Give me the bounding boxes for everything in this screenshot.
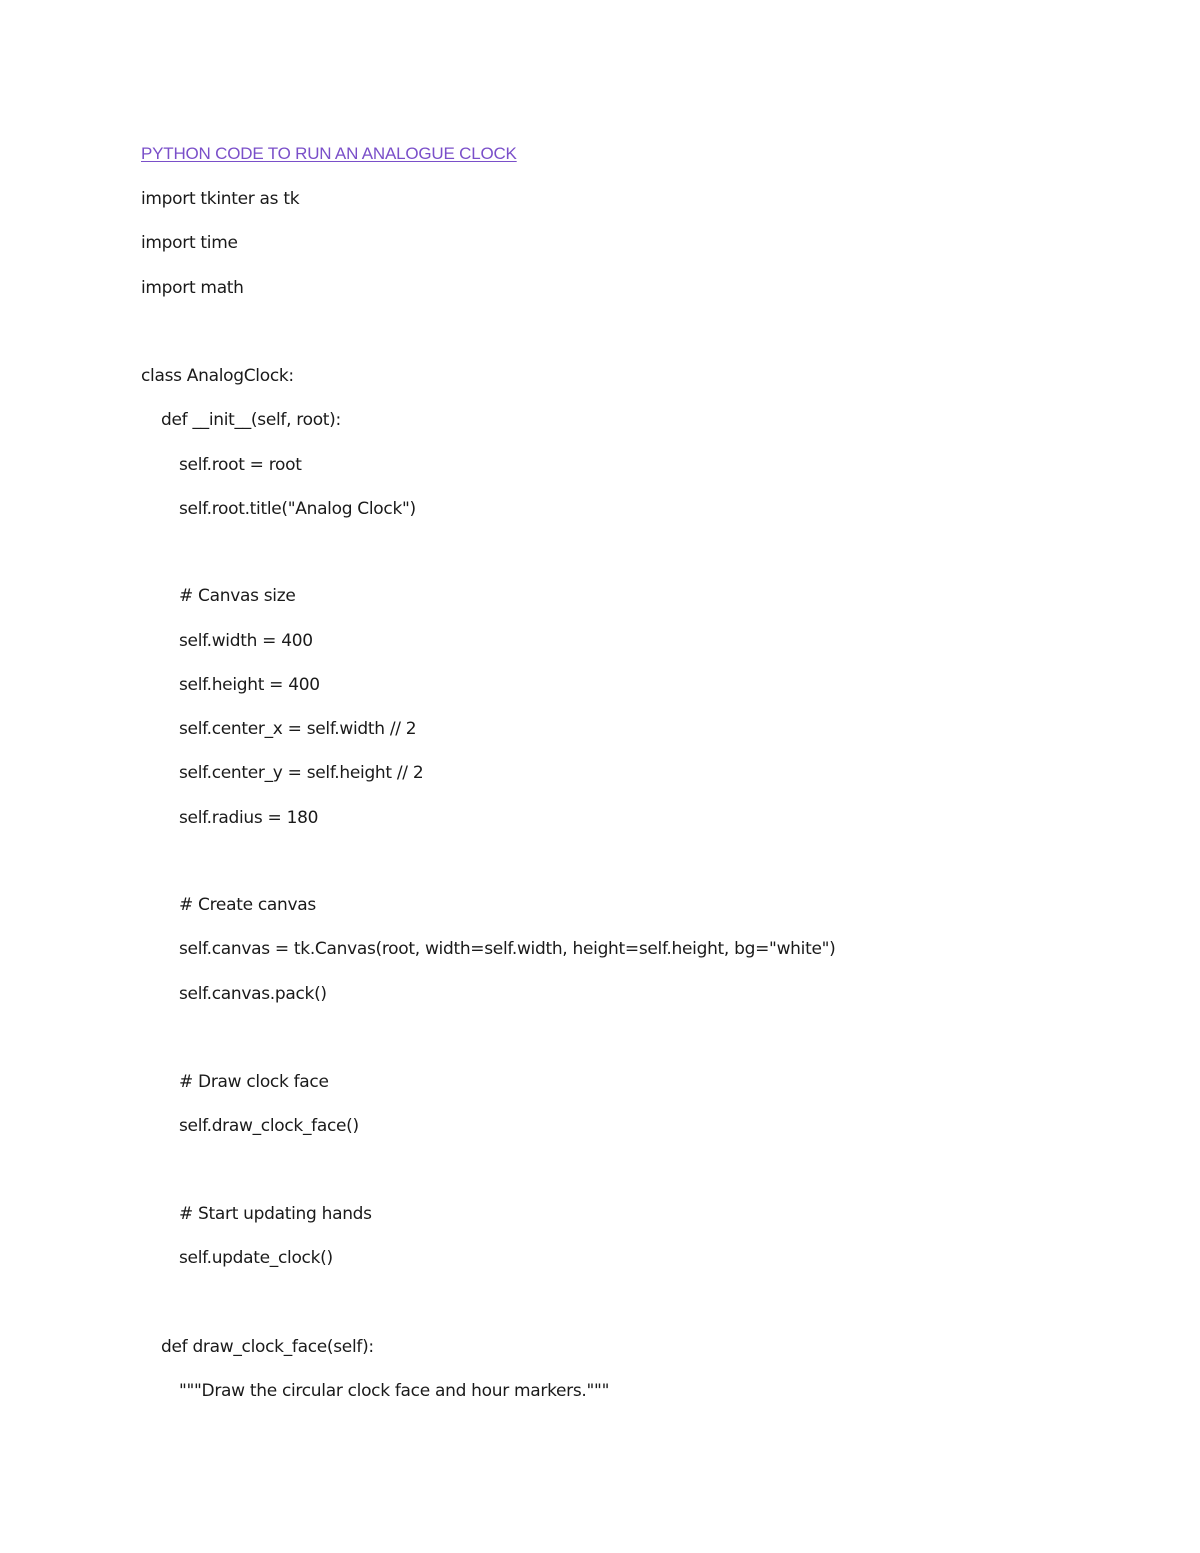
code-line: self.canvas = tk.Canvas(root, width=self.width, height=self.height, bg="white") — [179, 939, 836, 959]
code-line: # Create canvas — [179, 895, 316, 915]
code-line: self.draw_clock_face() — [179, 1116, 359, 1136]
code-line: self.root = root — [179, 455, 302, 475]
code-line: self.center_x = self.width // 2 — [179, 719, 417, 739]
code-line: import math — [141, 278, 244, 298]
code-line: self.width = 400 — [179, 631, 313, 651]
code-line: def __init__(self, root): — [161, 410, 341, 430]
code-line: import tkinter as tk — [141, 189, 300, 209]
code-line: import time — [141, 233, 238, 253]
code-line: self.canvas.pack() — [179, 984, 327, 1004]
code-line: def draw_clock_face(self): — [161, 1337, 374, 1357]
code-line: self.radius = 180 — [179, 808, 319, 828]
code-line: self.height = 400 — [179, 675, 320, 695]
code-line: self.update_clock() — [179, 1248, 333, 1268]
code-line: self.root.title("Analog Clock") — [179, 499, 416, 519]
code-line: """Draw the circular clock face and hour markers.""" — [179, 1381, 610, 1401]
code-line: self.center_y = self.height // 2 — [179, 763, 424, 783]
document-title-link[interactable]: PYTHON CODE TO RUN AN ANALOGUE CLOCK — [141, 144, 517, 163]
code-line: class AnalogClock: — [141, 366, 294, 386]
code-line: # Draw clock face — [179, 1072, 329, 1092]
code-line: # Start updating hands — [179, 1204, 372, 1224]
code-line: # Canvas size — [179, 586, 296, 606]
